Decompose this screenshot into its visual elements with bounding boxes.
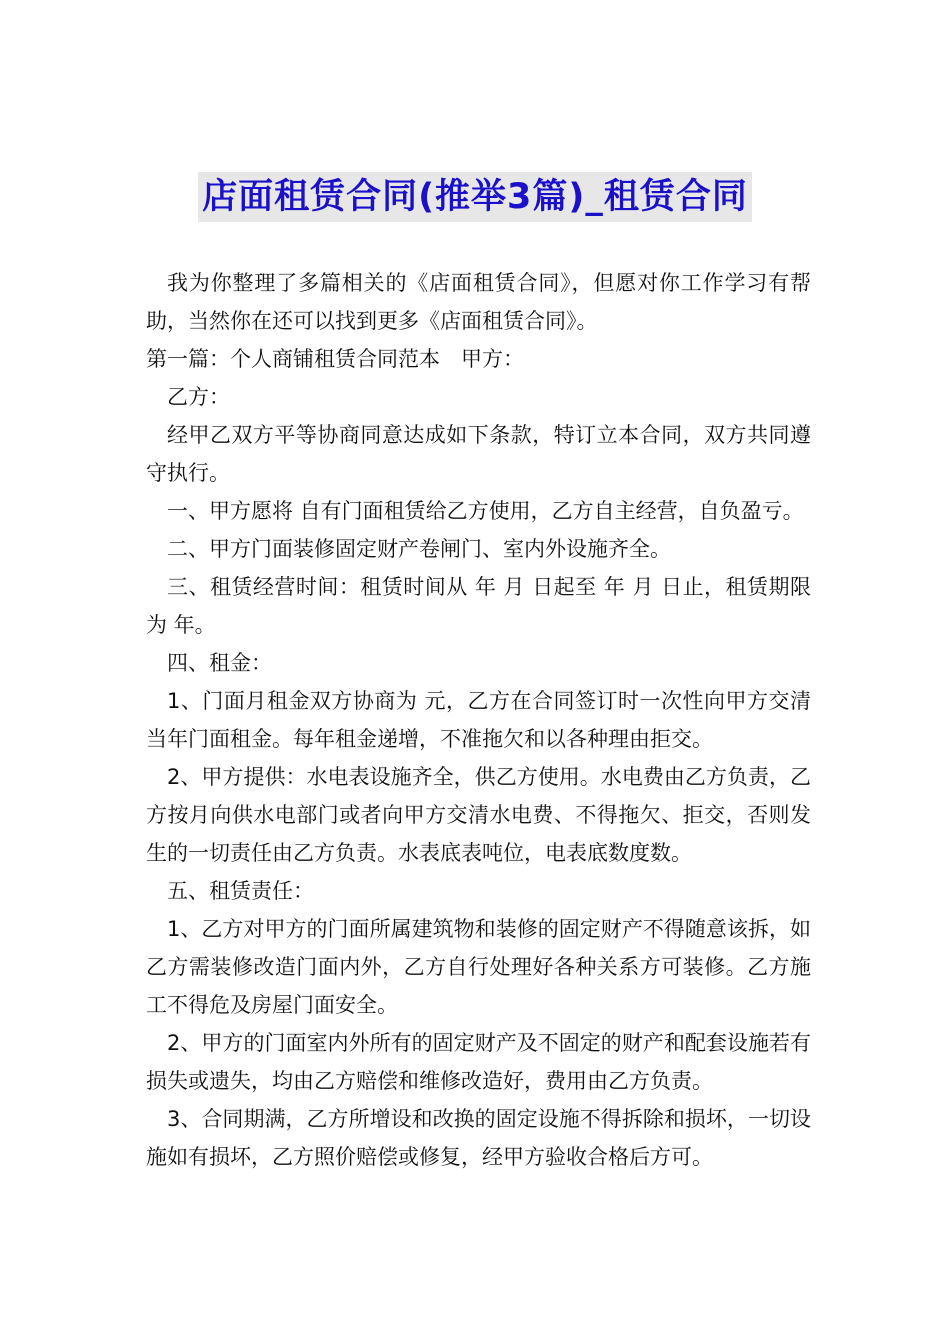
paragraph: 一、甲方愿将 自有门面租赁给乙方使用，乙方自主经营，自负盈亏。 (167, 499, 804, 523)
paragraph: 1、门面月租金双方协商为 元，乙方在合同签订时一次性向甲方交清当年门面租金。每年租金递增，不准拖欠和以各种理由拒交。 (146, 689, 811, 751)
paragraph: 五、租赁责任： (167, 879, 314, 903)
document-title: 店面租赁合同(推举3篇)_租赁合同 (198, 172, 752, 222)
title-container (0, 172, 950, 222)
paragraph: 2、甲方提供：水电表设施齐全，供乙方使用。水电费由乙方负责，乙方按月向供水电部门或者向甲方交清水电费、不得拖欠、拒交，否则发生的一切责任由乙方负责。水表底表吨位，电表底数度数。 (146, 765, 811, 865)
paragraph: 乙方： (167, 385, 230, 409)
document-body (146, 264, 811, 1176)
paragraph: 2、甲方的门面室内外所有的固定财产及不固定的财产和配套设施若有损失或遗失，均由乙方赔偿和维修改造好，费用由乙方负责。 (146, 1031, 811, 1093)
paragraph: 第一篇：个人商铺租赁合同范本 甲方： (146, 347, 524, 371)
paragraph: 二、甲方门面装修固定财产卷闸门、室内外设施齐全。 (167, 537, 671, 561)
paragraph: 我为你整理了多篇相关的《店面租赁合同》，但愿对你工作学习有帮助，当然你在还可以找到更多《店面租赁合同》。 (146, 271, 811, 333)
paragraph: 1、乙方对甲方的门面所属建筑物和装修的固定财产不得随意该拆，如乙方需装修改造门面内外，乙方自行处理好各种关系方可装修。乙方施工不得危及房屋门面安全。 (146, 917, 811, 1017)
paragraph: 四、租金： (167, 651, 272, 675)
paragraph: 3、合同期满，乙方所增设和改换的固定设施不得拆除和损坏，一切设施如有损坏，乙方照价赔偿或修复，经甲方验收合格后方可。 (146, 1107, 811, 1169)
paragraph: 三、租赁经营时间：租赁时间从 年 月 日起至 年 月 日止，租赁期限为 年。 (146, 575, 811, 637)
paragraph: 经甲乙双方平等协商同意达成如下条款，特订立本合同，双方共同遵守执行。 (146, 423, 811, 485)
